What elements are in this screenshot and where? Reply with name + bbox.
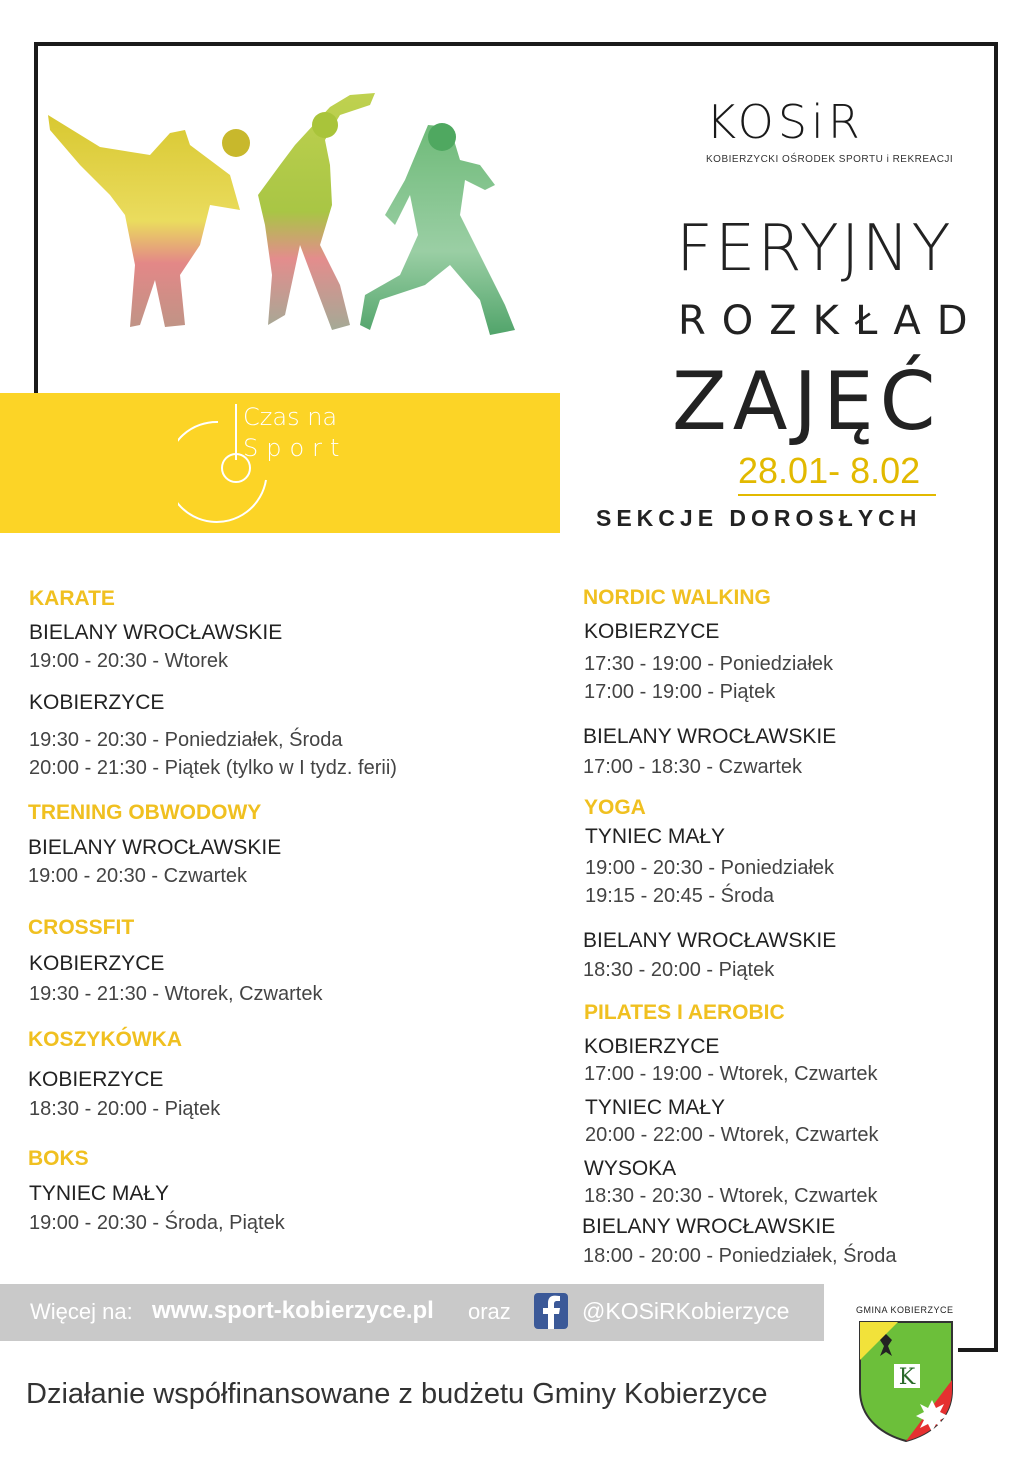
time-slot: 17:30 - 19:00 - Poniedziałek <box>584 653 834 675</box>
section-subtitle: SEKCJE DOROSŁYCH <box>596 505 922 531</box>
sport-heading: BOKS <box>28 1147 89 1170</box>
location: TYNIEC MAŁY <box>29 1182 170 1205</box>
time-slot: 18:30 - 20:00 - Piątek <box>29 1098 221 1120</box>
funding-note: Działanie współfinansowane z budżetu Gminy Kobierzyce <box>26 1378 768 1410</box>
location: WYSOKA <box>584 1157 677 1180</box>
location: BIELANY WROCŁAWSKIE <box>29 621 283 644</box>
location: BIELANY WROCŁAWSKIE <box>583 725 837 748</box>
time-slot: 19:30 - 20:30 - Poniedziałek, Środa <box>29 729 343 751</box>
time-slot: 19:00 - 20:30 - Środa, Piątek <box>29 1212 285 1234</box>
badge-line2: Sport <box>243 434 348 462</box>
time-slot: 17:00 - 19:00 - Piątek <box>584 681 776 703</box>
sport-heading: KOSZYKÓWKA <box>28 1028 182 1051</box>
sport-heading: KARATE <box>29 587 115 610</box>
location: BIELANY WROCŁAWSKIE <box>28 836 282 859</box>
time-slot: 17:00 - 19:00 - Wtorek, Czwartek <box>584 1063 878 1085</box>
time-slot: 18:30 - 20:00 - Piątek <box>583 959 775 981</box>
frame-left-border <box>34 42 38 422</box>
dancer-figures-illustration <box>40 85 540 350</box>
sport-heading: CROSSFIT <box>28 916 135 939</box>
gmina-crest-icon <box>858 1320 954 1442</box>
time-slot: 18:00 - 20:00 - Poniedziałek, Środa <box>583 1245 897 1267</box>
more-info-label: Więcej na: <box>30 1299 133 1324</box>
location: KOBIERZYCE <box>29 691 165 714</box>
location: KOBIERZYCE <box>584 1035 720 1058</box>
sport-heading: NORDIC WALKING <box>583 586 771 609</box>
time-slot: 19:00 - 20:30 - Poniedziałek <box>585 857 835 879</box>
facebook-handle[interactable]: @KOSiRKobierzyce <box>582 1298 790 1324</box>
frame-bottom-border <box>958 1348 998 1352</box>
gmina-label: GMINA KOBIERZYCE <box>856 1305 954 1315</box>
sport-heading: PILATES I AEROBIC <box>584 1001 785 1024</box>
location: BIELANY WROCŁAWSKIE <box>583 929 837 952</box>
date-range: 28.01- 8.02 <box>738 450 936 496</box>
time-slot: 17:00 - 18:30 - Czwartek <box>583 756 802 778</box>
location: TYNIEC MAŁY <box>585 825 726 848</box>
time-slot: 19:00 - 20:30 - Wtorek <box>29 650 228 672</box>
title-line1: FERYJNY <box>676 212 953 286</box>
sport-heading: YOGA <box>584 796 646 819</box>
website-link[interactable]: www.sport-kobierzyce.pl <box>152 1297 434 1324</box>
location: BIELANY WROCŁAWSKIE <box>582 1215 836 1238</box>
time-slot: 20:00 - 22:00 - Wtorek, Czwartek <box>585 1124 879 1146</box>
location: KOBIERZYCE <box>28 1068 164 1091</box>
badge-line1: Czas na <box>243 403 338 431</box>
time-slot: 19:15 - 20:45 - Środa <box>585 885 775 907</box>
title-line2: ROZKŁAD <box>678 298 984 344</box>
and-label: oraz <box>468 1299 511 1324</box>
title-line3: ZAJĘĆ <box>672 355 942 448</box>
svg-text:K: K <box>898 1365 916 1390</box>
sport-heading: TRENING OBWODOWY <box>28 801 262 824</box>
time-slot: 19:00 - 20:30 - Czwartek <box>28 865 247 887</box>
frame-top-border <box>34 42 998 46</box>
kosir-logo: KOSiR <box>706 95 864 149</box>
location: KOBIERZYCE <box>29 952 165 975</box>
time-slot: 20:00 - 21:30 - Piątek (tylko w I tydz. ferii) <box>29 757 397 779</box>
time-slot: 19:30 - 21:30 - Wtorek, Czwartek <box>29 983 323 1005</box>
time-slot: 18:30 - 20:30 - Wtorek, Czwartek <box>584 1185 878 1207</box>
location: TYNIEC MAŁY <box>585 1096 726 1119</box>
kosir-logo-subtitle: KOBIERZYCKI OŚRODEK SPORTU i REKREACJI <box>706 154 954 165</box>
facebook-icon[interactable] <box>534 1293 568 1329</box>
location: KOBIERZYCE <box>584 620 720 643</box>
frame-right-border <box>994 42 998 1352</box>
